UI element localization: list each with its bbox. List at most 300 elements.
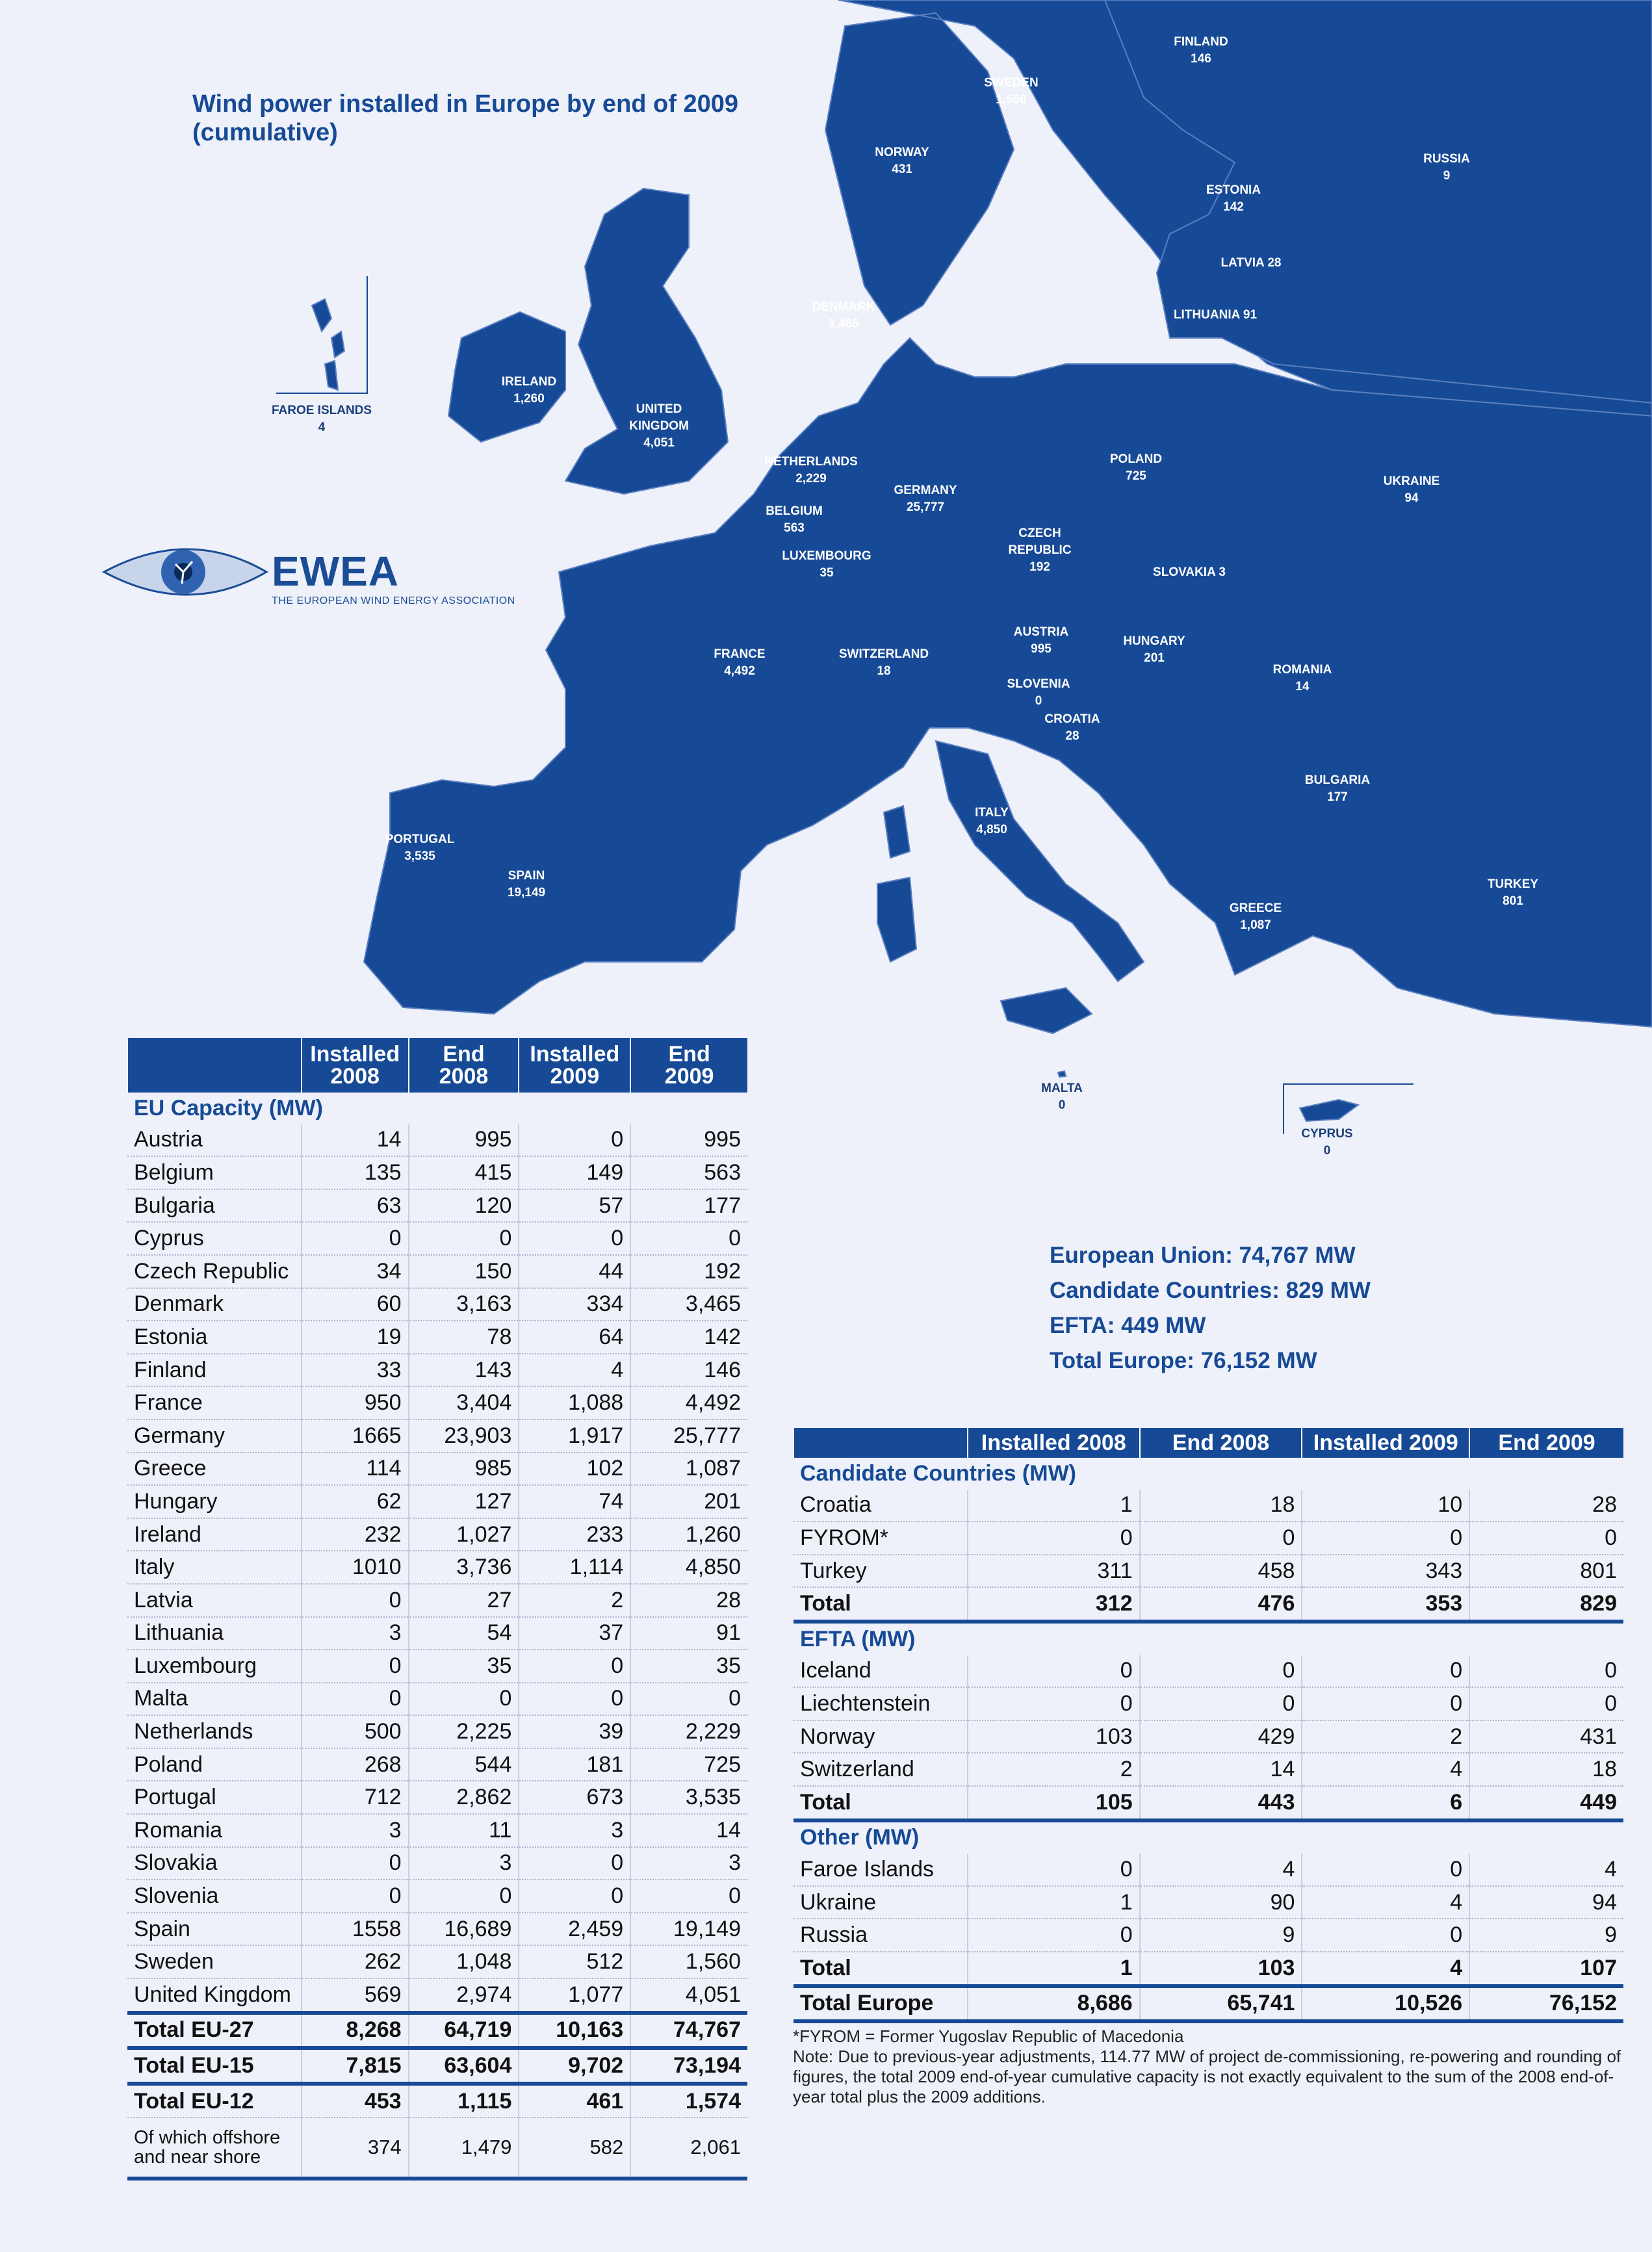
row-value: 0 [968, 1919, 1140, 1952]
row-value: 39 [519, 1715, 630, 1748]
other-col-header: End 2009 [1469, 1428, 1623, 1458]
row-value: 103 [1140, 1952, 1302, 1986]
row-value: 3,163 [409, 1288, 519, 1321]
row-value: 28 [630, 1584, 747, 1617]
row-value: 461 [519, 2084, 630, 2118]
row-value: 8,268 [302, 2013, 409, 2049]
row-value: 2 [968, 1753, 1140, 1786]
row-value: 268 [302, 1748, 409, 1781]
table-row [127, 1715, 747, 1748]
table-row [127, 1551, 747, 1584]
row-label: Italy [127, 1551, 302, 1584]
row-value: 1558 [302, 1913, 409, 1946]
map-label-spain: SPAIN 19,149 [507, 869, 546, 900]
table-row [127, 1880, 747, 1913]
row-value: 2,974 [409, 1978, 519, 2013]
table-row [794, 1753, 1623, 1786]
row-label: Switzerland [794, 1753, 968, 1786]
map-label-latvia: LATVIA 28 [1220, 256, 1282, 270]
row-value: 725 [630, 1748, 747, 1781]
table-row [127, 1288, 747, 1321]
row-value: 1 [968, 1490, 1140, 1522]
map-label-hungary: HUNGARY 201 [1123, 634, 1185, 665]
row-value: 563 [630, 1156, 747, 1189]
row-value: 35 [409, 1650, 519, 1683]
malta-shape [1058, 1071, 1066, 1077]
row-value: 3 [302, 1814, 409, 1847]
row-value: 18 [1140, 1490, 1302, 1522]
eu-col-header: Installed 2008 [302, 1038, 409, 1093]
row-value: 192 [630, 1255, 747, 1288]
row-value: 1 [968, 1886, 1140, 1919]
eu-col-header: End 2008 [409, 1038, 519, 1093]
section-header-row [794, 1458, 1623, 1490]
row-value: 1,087 [630, 1453, 747, 1486]
table-row [127, 1222, 747, 1255]
row-value: 0 [1302, 1919, 1469, 1952]
row-label: Total [794, 1786, 968, 1820]
row-value: 19 [302, 1321, 409, 1354]
map-label-norway: NORWAY 431 [875, 146, 929, 176]
section-header-row [794, 1820, 1623, 1854]
corsica-shape [884, 806, 910, 858]
map-label-bulgaria: BULGARIA 177 [1304, 773, 1371, 804]
row-value: 995 [630, 1124, 747, 1157]
row-value: 995 [409, 1124, 519, 1157]
faroe-islands-shape [312, 299, 344, 390]
row-value: 544 [409, 1748, 519, 1781]
row-value: 73,194 [630, 2048, 747, 2084]
row-label: Czech Republic [127, 1255, 302, 1288]
row-value: 14 [630, 1814, 747, 1847]
row-value: 2,225 [409, 1715, 519, 1748]
row-value: 4 [1140, 1854, 1302, 1886]
row-value: 829 [1469, 1587, 1623, 1622]
logo-wordmark: EWEA [272, 548, 399, 595]
row-value: 0 [409, 1880, 519, 1913]
row-value: 0 [630, 1683, 747, 1716]
row-value: 1,479 [409, 2117, 519, 2179]
row-value: 429 [1140, 1720, 1302, 1754]
row-value: 23,903 [409, 1419, 519, 1453]
row-label: Norway [794, 1720, 968, 1754]
row-value: 1,077 [519, 1978, 630, 2013]
row-value: 0 [519, 1650, 630, 1683]
row-label: Belgium [127, 1156, 302, 1189]
summary-block [1050, 1238, 1371, 1378]
map-label-netherlands: NETHERLANDS 2,229 [764, 455, 858, 485]
table-row [127, 1419, 747, 1453]
section-label: EU Capacity (MW) [134, 1095, 323, 1120]
faroe-inset-frame [276, 276, 367, 393]
row-value: 64 [519, 1321, 630, 1354]
row-value: 9,702 [519, 2048, 630, 2084]
table-row [794, 1854, 1623, 1886]
row-value: 60 [302, 1288, 409, 1321]
row-label: Netherlands [127, 1715, 302, 1748]
row-value: 10,526 [1302, 1986, 1469, 2022]
row-value: 0 [302, 1650, 409, 1683]
total-row [127, 2013, 747, 2049]
row-label: Denmark [127, 1288, 302, 1321]
eu-col-header: Installed 2009 [519, 1038, 630, 1093]
row-label: France [127, 1386, 302, 1419]
row-value: 10,163 [519, 2013, 630, 2049]
row-value: 1,560 [630, 1945, 747, 1978]
row-value: 0 [1469, 1521, 1623, 1555]
row-value: 3,404 [409, 1386, 519, 1419]
row-value: 14 [1140, 1753, 1302, 1786]
row-label: Turkey [794, 1555, 968, 1588]
row-value: 4 [1302, 1753, 1469, 1786]
row-value: 0 [302, 1222, 409, 1255]
row-value: 500 [302, 1715, 409, 1748]
row-value: 150 [409, 1255, 519, 1288]
table-row [794, 1490, 1623, 1522]
total-row [127, 2084, 747, 2118]
row-value: 10 [1302, 1490, 1469, 1522]
row-value: 0 [1302, 1521, 1469, 1555]
row-value: 3,465 [630, 1288, 747, 1321]
table-row [127, 1124, 747, 1157]
row-value: 476 [1140, 1587, 1302, 1622]
row-value: 1,917 [519, 1419, 630, 1453]
row-value: 0 [519, 1847, 630, 1880]
row-value: 34 [302, 1255, 409, 1288]
row-value: 18 [1469, 1753, 1623, 1786]
row-value: 0 [1302, 1854, 1469, 1886]
row-label: Total EU-12 [127, 2084, 302, 2118]
section-label: EFTA (MW) [800, 1626, 916, 1651]
summary-eu: European Union: 74,767 MW [1050, 1243, 1356, 1268]
sardinia-shape [877, 877, 916, 962]
row-value: 3 [630, 1847, 747, 1880]
row-value: 2 [519, 1584, 630, 1617]
row-value: 120 [409, 1189, 519, 1223]
row-value: 0 [630, 1880, 747, 1913]
map-label-romania: ROMANIA 14 [1272, 663, 1332, 693]
map-label-portugal: PORTUGAL 3,535 [385, 833, 455, 863]
row-value: 0 [519, 1124, 630, 1157]
offshore-row [127, 2117, 747, 2179]
row-value: 65,741 [1140, 1986, 1302, 2022]
table-row [794, 1687, 1623, 1720]
row-value: 7,815 [302, 2048, 409, 2084]
map-label-italy: ITALY 4,850 [975, 806, 1009, 836]
map-label-croatia: CROATIA 28 [1044, 712, 1100, 743]
footnotes [793, 2026, 1631, 2107]
row-value: 6 [1302, 1786, 1469, 1820]
row-label: Estonia [127, 1321, 302, 1354]
row-value: 0 [1140, 1655, 1302, 1688]
row-value: 54 [409, 1617, 519, 1650]
row-value: 74,767 [630, 2013, 747, 2049]
row-value: 4 [519, 1354, 630, 1387]
table-row [794, 1919, 1623, 1952]
summary-total: Total Europe: 76,152 MW [1050, 1348, 1317, 1373]
row-value: 458 [1140, 1555, 1302, 1588]
row-label: Austria [127, 1124, 302, 1157]
row-label: Total Europe [794, 1986, 968, 2022]
row-value: 177 [630, 1189, 747, 1223]
table-row [127, 1913, 747, 1946]
row-value: 146 [630, 1354, 747, 1387]
row-value: 16,689 [409, 1913, 519, 1946]
row-value: 0 [968, 1854, 1140, 1886]
row-value: 2,862 [409, 1781, 519, 1814]
row-value: 0 [409, 1222, 519, 1255]
map-label-denmark: DENMARK 3,465 [812, 300, 875, 331]
row-value: 673 [519, 1781, 630, 1814]
row-label: FYROM* [794, 1521, 968, 1555]
table-row [127, 1683, 747, 1716]
row-label: Spain [127, 1913, 302, 1946]
row-value: 0 [1302, 1687, 1469, 1720]
non-eu-capacity-table [793, 1428, 1623, 2023]
table-row [127, 1255, 747, 1288]
section-label: Candidate Countries (MW) [800, 1460, 1076, 1486]
row-value: 127 [409, 1485, 519, 1518]
row-value: 449 [1469, 1786, 1623, 1820]
row-label: Slovenia [127, 1880, 302, 1913]
row-value: 0 [1140, 1521, 1302, 1555]
map-label-turkey: TURKEY 801 [1487, 877, 1539, 908]
row-value: 950 [302, 1386, 409, 1419]
table-row [794, 1655, 1623, 1688]
row-value: 28 [1469, 1490, 1623, 1522]
row-value: 1 [968, 1952, 1140, 1986]
eu-col-header: End 2009 [630, 1038, 747, 1093]
row-value: 0 [968, 1521, 1140, 1555]
map-label-united-kingdom: UNITED KINGDOM 4,051 [629, 402, 689, 450]
row-value: 262 [302, 1945, 409, 1978]
table-row [127, 1321, 747, 1354]
row-value: 0 [630, 1222, 747, 1255]
row-value: 431 [1469, 1720, 1623, 1754]
row-value: 1,115 [409, 2084, 519, 2118]
row-value: 9 [1140, 1919, 1302, 1952]
row-value: 76,152 [1469, 1986, 1623, 2022]
row-value: 569 [302, 1978, 409, 2013]
row-label: Total EU-27 [127, 2013, 302, 2049]
row-value: 3 [519, 1814, 630, 1847]
row-label: Iceland [794, 1655, 968, 1688]
table-row [127, 1518, 747, 1551]
eu-col-header [127, 1038, 302, 1093]
row-value: 0 [968, 1687, 1140, 1720]
eu-capacity-table [127, 1038, 747, 2181]
map-label-czech-republic: CZECH REPUBLIC 192 [1008, 526, 1072, 574]
row-value: 0 [519, 1222, 630, 1255]
map-label-sweden: SWEDEN 1,560 [984, 76, 1039, 107]
map-label-ireland: IRELAND 1,260 [501, 375, 557, 406]
row-value: 2,229 [630, 1715, 747, 1748]
map-label-finland: FINLAND 146 [1174, 35, 1228, 66]
row-value: 0 [302, 1584, 409, 1617]
other-col-header: Installed 2009 [1302, 1428, 1469, 1458]
row-value: 415 [409, 1156, 519, 1189]
total-row [127, 2048, 747, 2084]
row-value: 181 [519, 1748, 630, 1781]
row-value: 27 [409, 1584, 519, 1617]
row-value: 63,604 [409, 2048, 519, 2084]
row-value: 0 [968, 1655, 1140, 1688]
row-value: 25,777 [630, 1419, 747, 1453]
row-value: 311 [968, 1555, 1140, 1588]
row-label: Total [794, 1587, 968, 1622]
section-header-row [794, 1622, 1623, 1655]
row-value: 114 [302, 1453, 409, 1486]
row-label: Malta [127, 1683, 302, 1716]
row-value: 0 [1469, 1687, 1623, 1720]
row-label: Croatia [794, 1490, 968, 1522]
row-value: 201 [630, 1485, 747, 1518]
row-value: 0 [302, 1880, 409, 1913]
row-value: 453 [302, 2084, 409, 2118]
row-value: 11 [409, 1814, 519, 1847]
table-row [794, 1720, 1623, 1754]
row-label: Faroe Islands [794, 1854, 968, 1886]
row-value: 443 [1140, 1786, 1302, 1820]
row-value: 102 [519, 1453, 630, 1486]
row-label: Germany [127, 1419, 302, 1453]
map-label-greece: GREECE 1,087 [1229, 901, 1282, 932]
adjustment-note: Note: Due to previous-year adjustments, 114.77 MW of project de-commissioning, re-powering and rounding of figures, the total 2009 end-of-year cumulative capacity is not exactly equivalent to the sum of the 2008 end-of-year total plus the 2009 additions. [793, 2047, 1621, 2106]
map-label-poland: POLAND 725 [1109, 452, 1163, 483]
row-value: 232 [302, 1518, 409, 1551]
summary-efta: EFTA: 449 MW [1050, 1313, 1206, 1338]
row-value: 4 [1469, 1854, 1623, 1886]
summary-candidates: Candidate Countries: 829 MW [1050, 1278, 1371, 1303]
map-label-switzerland: SWITZERLAND 18 [838, 647, 929, 678]
row-value: 1010 [302, 1551, 409, 1584]
row-value: 107 [1469, 1952, 1623, 1986]
row-value: 1,088 [519, 1386, 630, 1419]
row-value: 8,686 [968, 1986, 1140, 2022]
row-value: 64,719 [409, 2013, 519, 2049]
row-value: 14 [302, 1124, 409, 1157]
cyprus-shape [1300, 1100, 1358, 1121]
row-label: Lithuania [127, 1617, 302, 1650]
map-label-cyprus: CYPRUS 0 [1301, 1127, 1353, 1157]
row-value: 3,535 [630, 1781, 747, 1814]
section-header-row [127, 1093, 747, 1124]
row-value: 105 [968, 1786, 1140, 1820]
row-value: 1,048 [409, 1945, 519, 1978]
row-value: 57 [519, 1189, 630, 1223]
row-label: Of which offshore and near shore [127, 2117, 302, 2179]
table-row [127, 1650, 747, 1683]
row-value: 142 [630, 1321, 747, 1354]
row-value: 2 [1302, 1720, 1469, 1754]
row-label: Hungary [127, 1485, 302, 1518]
row-value: 2,459 [519, 1913, 630, 1946]
sicily-shape [1001, 988, 1092, 1033]
row-value: 334 [519, 1288, 630, 1321]
row-value: 63 [302, 1189, 409, 1223]
table-row [127, 1748, 747, 1781]
row-value: 1,574 [630, 2084, 747, 2118]
table-row [794, 1521, 1623, 1555]
table-row [127, 1847, 747, 1880]
table-row [794, 1555, 1623, 1588]
row-value: 985 [409, 1453, 519, 1486]
map-label-slovakia: SLOVAKIA 3 [1153, 565, 1226, 579]
row-label: Liechtenstein [794, 1687, 968, 1720]
row-value: 3 [409, 1847, 519, 1880]
row-value: 1,027 [409, 1518, 519, 1551]
chart-title: Wind power installed in Europe by end of 2009 (cumulative) [192, 90, 739, 146]
row-value: 74 [519, 1485, 630, 1518]
row-value: 2,061 [630, 2117, 747, 2179]
row-label: Luxembourg [127, 1650, 302, 1683]
row-value: 0 [409, 1683, 519, 1716]
table-row [127, 1453, 747, 1486]
logo-subtitle: THE EUROPEAN WIND ENERGY ASSOCIATION [272, 595, 515, 606]
other-col-header: End 2008 [1140, 1428, 1302, 1458]
table-row [127, 1189, 747, 1223]
row-value: 3 [302, 1617, 409, 1650]
row-value: 33 [302, 1354, 409, 1387]
row-value: 0 [1140, 1687, 1302, 1720]
grand-total-row [794, 1986, 1623, 2022]
other-col-header [794, 1428, 968, 1458]
row-value: 712 [302, 1781, 409, 1814]
row-value: 4,850 [630, 1551, 747, 1584]
table-row [794, 1886, 1623, 1919]
row-label: Portugal [127, 1781, 302, 1814]
map-label-france: FRANCE 4,492 [714, 647, 766, 678]
map-label-luxembourg: LUXEMBOURG 35 [782, 549, 871, 580]
row-value: 37 [519, 1617, 630, 1650]
table-row [127, 1945, 747, 1978]
table-row [127, 1617, 747, 1650]
row-value: 135 [302, 1156, 409, 1189]
row-value: 143 [409, 1354, 519, 1387]
row-label: Total EU-15 [127, 2048, 302, 2084]
row-value: 4 [1302, 1886, 1469, 1919]
map-label-ukraine: UKRAINE 94 [1383, 474, 1440, 505]
row-label: Bulgaria [127, 1189, 302, 1223]
row-value: 0 [1302, 1655, 1469, 1688]
other-col-header: Installed 2008 [968, 1428, 1140, 1458]
row-label: Greece [127, 1453, 302, 1486]
section-total-row [794, 1786, 1623, 1820]
row-value: 149 [519, 1156, 630, 1189]
row-value: 801 [1469, 1555, 1623, 1588]
row-value: 1,114 [519, 1551, 630, 1584]
map-label-austria: AUSTRIA 995 [1013, 625, 1069, 656]
map-label-malta: MALTA 0 [1041, 1081, 1083, 1112]
map-label-slovenia: SLOVENIA 0 [1007, 677, 1070, 708]
row-label: United Kingdom [127, 1978, 302, 2013]
row-value: 78 [409, 1321, 519, 1354]
row-label: Sweden [127, 1945, 302, 1978]
row-value: 1,260 [630, 1518, 747, 1551]
row-label: Slovakia [127, 1847, 302, 1880]
row-value: 0 [519, 1683, 630, 1716]
row-value: 103 [968, 1720, 1140, 1754]
table-row [127, 1156, 747, 1189]
map-label-belgium: BELGIUM 563 [766, 504, 823, 535]
row-value: 9 [1469, 1919, 1623, 1952]
map-label-lithuania: LITHUANIA 91 [1173, 308, 1258, 322]
row-value: 91 [630, 1617, 747, 1650]
section-total-row [794, 1587, 1623, 1622]
row-value: 62 [302, 1485, 409, 1518]
row-value: 312 [968, 1587, 1140, 1622]
row-value: 233 [519, 1518, 630, 1551]
